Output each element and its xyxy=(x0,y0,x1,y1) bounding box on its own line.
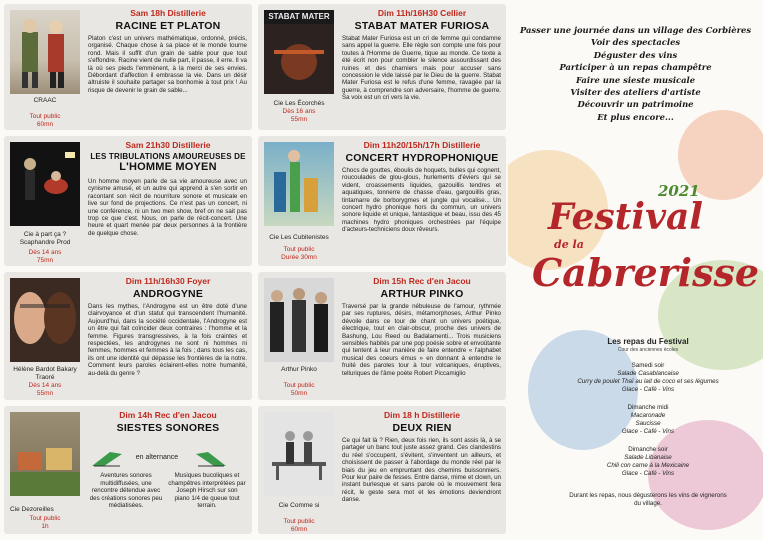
audience: Dès 16 ans xyxy=(282,108,316,115)
schedule: Dim 14h Rec d'en Jacou xyxy=(119,410,217,420)
duration: 55mn xyxy=(290,116,308,123)
tagline-line: Déguster des vins xyxy=(593,49,678,60)
show-description: Chocs de gouttes, éboulis de hoquets, bulles qui cognent, roucoulades de glou-glous, hurlements d'éviers qui se vident, croassements liquides, gazouillis tendres et aquatiques, tonnerre de chasse d'eau, gargouillis gras, tintamarre de borborygmes et jungle qui vocalise... Un concert hydro phonique hors du commun, un univers sonore liquide et unique, fantastique et beau, issu des 45 machines hydro phoniques orchestrées par l'équipe d'acteurs-techniciens doux rêveurs. xyxy=(342,167,501,234)
show-description: Un homme moyen parle de sa vie amoureuse avec un cynisme amusé, et un autre qui apprend à s'en sortir en racontant son récit de nourriture sonore et musicale en live sur fond de projections. Ce n'est pas un concert, ni une conférence, ni un two men show, bref on ne sait pas trop ce que c'est. Nous, on parle de récit-concert. Une heure et quart menée par deux personnes à la frontière de quelque chose. xyxy=(88,178,247,237)
festival-title-line3: Cabrerisse xyxy=(532,250,760,295)
meal-when: Dimanche soir xyxy=(628,446,668,453)
audience: Tout public xyxy=(29,113,61,120)
meal-item: Glace - Café - Vins xyxy=(621,470,675,477)
company: Hélène Bardot Bakary Traoré xyxy=(13,366,77,381)
duration: 60mn xyxy=(36,121,54,128)
duration: Durée 30mn xyxy=(281,254,317,261)
audience: Dès 14 ans xyxy=(28,249,62,256)
card-meta xyxy=(10,506,88,514)
schedule: Dim 18 h Distillerie xyxy=(383,410,461,420)
card-homme-moyen xyxy=(4,136,252,266)
card-meta-bottom xyxy=(6,515,84,531)
audience: Dès 14 ans xyxy=(28,382,62,389)
card-concert-hydrophonique xyxy=(258,136,506,266)
meal-item: Curry de poulet Thaï au lait de coco et ses légumes xyxy=(577,378,719,385)
meal-item: Salade Casablancaise xyxy=(617,370,679,377)
tagline-line: Et plus encore... xyxy=(597,111,674,122)
schedule: Sam 18h Distillerie xyxy=(130,8,206,18)
repas-section xyxy=(568,338,728,354)
duration: 75mn xyxy=(36,257,54,264)
poster-stabat-mater xyxy=(264,10,334,94)
schedule: Dim 11h/16h30 Foyer xyxy=(125,276,211,286)
tagline-line: Visiter des ateliers d'artiste xyxy=(570,87,701,98)
show-description: Dans les mythes, l'Androgyne est un être doté d'une clairvoyance et d'un statut qui transcendent l'humanité. Aujourd'hui, dans la société occidentale, l'Androgyne est un être qui fait coïncider deux contraires : l'homme et la femme. Figures transgressives, à la fois craintes et respectées, les androgynes ne sont ni hommes ni femmes, hommes et femmes à la fois ; dans tous les cas, ils ont une identité qui dépasse les frontières de la notre. Comment leurs paroles éclairent-elles notre humanité, au-delà du genre ? xyxy=(88,303,247,377)
card-meta xyxy=(260,234,338,262)
company: CRAAC xyxy=(33,97,57,104)
meal-item: Salade Libanaise xyxy=(624,454,672,461)
duration: 55mn xyxy=(36,390,54,397)
show-description: Stabat Mater Furiosa est un cri de femme qui condamne sans appel la guerre. Elle règle son compte une fois pour toutes à l'Homme de Guerre, tique au monde. Ce texte a été écrit non pour combler le silence assourdissant des ruines et des charniers mais pour accuser sans concession le vide laissé par le Dieu de la guerre. Stabat Mater Furiosa est le refus d'une femme, ravagée par la guerre, à comprendre son adversaire, l'homme de guerre. Sa voix est un cri vers la vie. xyxy=(342,35,501,102)
show-title: ANDROGYNE xyxy=(132,288,204,300)
audience: Tout public xyxy=(29,515,61,522)
card-arthur-pinko xyxy=(258,272,506,400)
company: Cie Dezoreilles xyxy=(10,506,54,513)
tagline-line: Découvrir un patrimoine xyxy=(577,99,694,110)
meal-item: Macaronade xyxy=(630,412,666,419)
show-title-small: LES TRIBULATIONS AMOUREUSES DE xyxy=(90,152,246,161)
show-title: ARTHUR PINKO xyxy=(380,288,464,300)
show-title: RACINE ET PLATON xyxy=(115,20,221,32)
audience: Tout public xyxy=(283,518,315,525)
duration: 60mn xyxy=(290,526,308,533)
photo-racine-platon xyxy=(10,10,80,94)
repas-title: Les repas du Festival xyxy=(607,337,689,346)
schedule: Sam 21h30 Distillerie xyxy=(125,140,211,150)
show-title xyxy=(88,152,248,172)
card-meta xyxy=(6,366,84,398)
card-meta xyxy=(260,502,338,534)
siestes-right-text: Musiques bucoliques et champêtres interprétées par Joseph Hirsch sur son piano 1/4 de queue tout terrain. xyxy=(168,472,246,510)
tagline-line: Voir des spectacles xyxy=(590,37,681,48)
schedule: Dim 11h/16H30 Cellier xyxy=(377,8,467,18)
repas-footer: Durant les repas, nous dégusterons les vins de vignerons du village. xyxy=(569,492,727,507)
show-title: SIESTES SONORES xyxy=(116,422,220,434)
card-stabat-mater xyxy=(258,4,506,130)
duration: 1h xyxy=(41,523,49,530)
card-meta xyxy=(260,366,338,398)
show-title-main: L'HOMME MOYEN xyxy=(119,161,217,173)
photo-arthur-pinko xyxy=(264,278,334,362)
tagline-line: Faire une sieste musicale xyxy=(575,74,696,85)
meal-item: Saucisse xyxy=(635,420,661,427)
card-meta xyxy=(6,97,84,129)
photo-androgyne xyxy=(10,278,80,362)
meal-item: Chili con carne à la Mexicaine xyxy=(606,462,690,469)
card-androgyne xyxy=(4,272,252,400)
festival-cover-panel xyxy=(508,0,763,540)
show-description: Traversé par la grande nébuleuse de l'amour, rythmée par ses ruptures, désirs, métamorphoses, Arthur Pinko dévoile dans ce tour de chant un univers poétique, électrique, tout en clair-obscur, proche des univers de Bashung, Lou Reed ou Badalamenti... Trois musiciens sensibles habités par une pop poésie sobre et envoûtante qui tentent à leur manière de faire entendre « l'alphabet musical des coeurs émus » en donnant à entendre le fruité des paroles tour à tour volcaniques, éruptives, telluriques de l'âme poète Robert Piccamiglio xyxy=(342,303,501,377)
duration: 50mn xyxy=(290,390,308,397)
card-meta xyxy=(260,100,338,124)
festival-title-line2: de la xyxy=(554,238,584,251)
repas-subtitle: Cour des anciennes écoles xyxy=(617,347,679,353)
festival-year: 2021 xyxy=(658,182,700,200)
card-meta xyxy=(6,231,84,265)
card-deux-rien xyxy=(258,406,506,534)
show-title: DEUX RIEN xyxy=(392,422,452,434)
repas-meal xyxy=(568,404,728,436)
photo-siestes xyxy=(10,412,80,496)
deckchair-icon xyxy=(194,448,228,468)
photo-deux-rien xyxy=(264,412,334,496)
audience: Tout public xyxy=(283,246,315,253)
poster-caption: STABAT MATER xyxy=(268,12,330,21)
meal-item: Glace - Café - Vins xyxy=(621,386,675,393)
schedule: Dim 15h Rec d'en Jacou xyxy=(373,276,471,286)
show-description: Platon c'est un univers mathématique, ordonné, précis, organisé. Chaque chose à sa place et le monde tourne rond. Mais il suffit d'un grain de sable pour que tout s'effondre. Racine vient de nulle part, il passe, il erre. Il va là où ses pieds l'emmènent, à la merci de ses envies. Débordant d'affection il embrasse la vie. Dans un désir altruiste il souhaite partager sa bonhomie à tout prix ! Au risque de devenir le grain de sable... xyxy=(88,35,247,94)
card-racine-et-platon xyxy=(4,4,252,130)
show-description: Ce qui fait là ? Rien, deux fois rien, ils sont assis là, à se partager un banc tout juste assez grand. Ces clandestins du réel s'occupent, s'évitent, s'inventent un ailleurs, et choisissent de passer à l'abordage du monde réel par le biais du jeu en empruntant des chemins buissonniers. Pour leur paire de fesses. Entre danse, mime et clown, un instant burlesque et sans parole où le mouvement fera récit, le geste sera mot et les émotions deviendront danse. xyxy=(342,437,501,504)
meal-when: Dimanche midi xyxy=(627,404,669,411)
card-siestes-sonores xyxy=(4,406,252,534)
company: Cie à part ça ? Scaphandre Prod xyxy=(19,231,71,246)
show-title: STABAT MATER FURIOSA xyxy=(354,20,490,32)
repas-meal xyxy=(568,446,728,478)
company: Cie Les Cubitenistes xyxy=(269,234,329,241)
photo-hydrophonique xyxy=(264,142,334,226)
meal-when: Samedi soir xyxy=(631,362,665,369)
festival-title-line1: Festival xyxy=(548,196,703,238)
company: Arthur Pinko xyxy=(281,366,317,373)
audience: Tout public xyxy=(283,382,315,389)
siestes-left-text: Aventures sonores multidiffusées, une rencontre détendue avec des créations sonores peu médiatisées. xyxy=(89,472,163,510)
company: Cie Les Écorchés xyxy=(273,100,325,107)
alternance-label: en alternance xyxy=(135,454,179,461)
deckchair-icon xyxy=(90,448,124,468)
meal-item: Glace - Café - Vins xyxy=(621,428,675,435)
repas-meal xyxy=(568,362,728,394)
tagline xyxy=(508,24,763,123)
schedule: Dim 11h20/15h/17h Distillerie xyxy=(363,140,481,150)
photo-homme-moyen xyxy=(10,142,80,226)
tagline-line: Passer une journée dans un village des Corbières xyxy=(519,25,752,35)
show-title: CONCERT HYDROPHONIQUE xyxy=(345,152,499,164)
tagline-line: Participer à un repas champêtre xyxy=(559,62,712,73)
company: Cie Comme si xyxy=(278,502,320,509)
